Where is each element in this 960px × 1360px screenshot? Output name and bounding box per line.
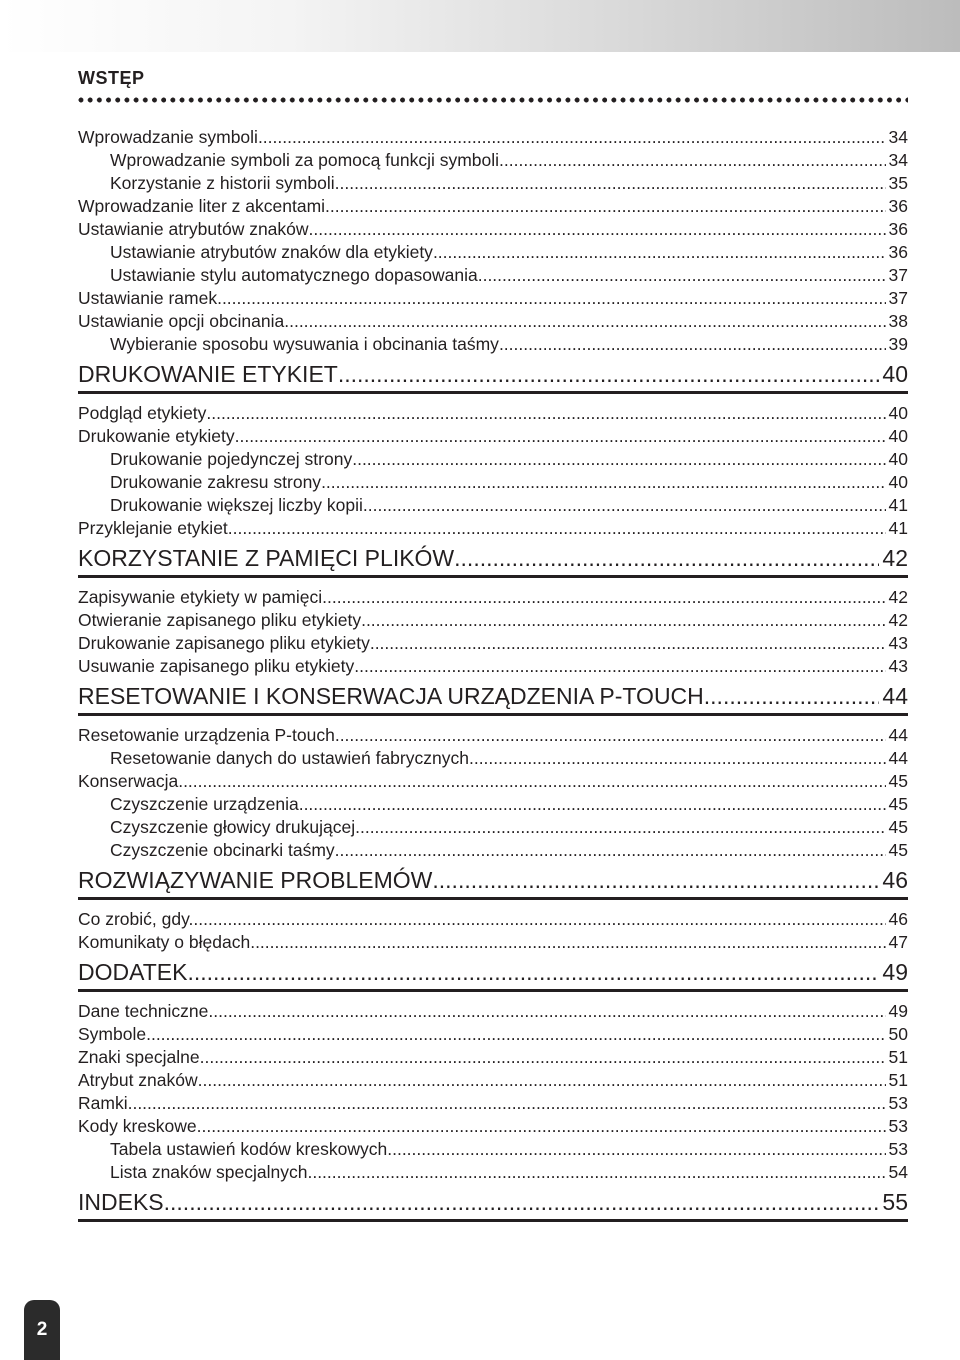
- dot-leader: [203, 908, 885, 931]
- toc-entry[interactable]: [78, 632, 908, 655]
- dot-leader: [206, 402, 885, 425]
- chapter-heading[interactable]: [78, 957, 908, 987]
- chapter-block: [78, 543, 908, 678]
- chapter-heading[interactable]: [78, 1187, 908, 1217]
- dot-leader: [321, 471, 885, 494]
- chapter-title: DODATEK: [78, 959, 188, 985]
- chapter-title: ROZWIĄZYWANIE PROBLEMÓW: [78, 867, 433, 893]
- dot-leader: [200, 1046, 886, 1069]
- entry-title: Znaki specjalne: [78, 1047, 200, 1067]
- entry-title: Tabela ustawień kodów kreskowych: [110, 1139, 388, 1159]
- toc-entry[interactable]: [78, 793, 908, 816]
- dot-leader: [325, 195, 885, 218]
- entry-title: Czyszczenie obcinarki taśmy: [110, 840, 335, 860]
- chapter-rule: [78, 575, 908, 578]
- dot-leader: [128, 1092, 886, 1115]
- toc-entry[interactable]: [78, 1000, 908, 1023]
- intro-section-title: WSTĘP: [78, 68, 145, 88]
- toc-entry[interactable]: [78, 310, 908, 333]
- dot-leader: [284, 310, 885, 333]
- dot-leader: [370, 632, 886, 655]
- dot-leader: [250, 931, 885, 954]
- chapter-block: [78, 1187, 908, 1222]
- toc-entry[interactable]: [78, 1023, 908, 1046]
- page-ref: 46: [888, 909, 908, 929]
- entry-title: Ustawianie stylu automatycznego dopasowania: [110, 265, 478, 285]
- dot-leader: [355, 816, 885, 839]
- dot-leader: [363, 494, 886, 517]
- page-number: 2: [36, 1319, 48, 1340]
- dot-leader: [146, 1023, 885, 1046]
- entry-title: Konserwacja: [78, 771, 179, 791]
- entry-title: Wprowadzanie liter z akcentami: [78, 196, 326, 216]
- page-ref: 37: [888, 265, 908, 285]
- table-of-contents: [78, 66, 908, 1230]
- toc-entry[interactable]: [78, 1092, 908, 1115]
- page-ref: 46: [882, 867, 908, 893]
- page-ref: 45: [888, 794, 908, 814]
- page-number-tab: [24, 1300, 60, 1360]
- entry-title: Wprowadzanie symboli za pomocą funkcji symboli: [110, 150, 500, 170]
- entry-title: Lista znaków specjalnych: [110, 1162, 308, 1182]
- chapter-rule: [78, 1219, 908, 1222]
- toc-entry[interactable]: [78, 517, 908, 540]
- page-ref: 45: [888, 817, 908, 837]
- page-ref: 55: [882, 1189, 908, 1215]
- chapter-rule: [78, 989, 908, 992]
- page-ref: 54: [888, 1162, 908, 1182]
- chapter-block: [78, 359, 908, 540]
- page-ref: 43: [888, 633, 908, 653]
- page-ref: 39: [888, 334, 908, 354]
- toc-entry[interactable]: [78, 149, 908, 172]
- toc-entry[interactable]: [78, 126, 908, 149]
- toc-entry[interactable]: [78, 609, 908, 632]
- entry-title: Drukowanie pojedynczej strony: [110, 449, 353, 469]
- toc-entry[interactable]: [78, 724, 908, 747]
- toc-entry[interactable]: [78, 1046, 908, 1069]
- entry-title: Ustawianie atrybutów znaków: [78, 219, 309, 239]
- toc-entry[interactable]: [78, 1138, 908, 1161]
- dot-leader: [499, 333, 886, 356]
- toc-entry[interactable]: [78, 287, 908, 310]
- page-ref: 53: [888, 1116, 908, 1136]
- toc-entry[interactable]: [78, 448, 908, 471]
- page-ref: 50: [888, 1024, 908, 1044]
- dot-leader: [197, 1115, 886, 1138]
- dot-leader: [387, 1138, 885, 1161]
- dot-leader: [704, 681, 880, 711]
- entry-title: Drukowanie zapisanego pliku etykiety: [78, 633, 370, 653]
- page-ref: 43: [888, 656, 908, 676]
- toc-entry[interactable]: [78, 218, 908, 241]
- page-ref: 44: [882, 683, 908, 709]
- entry-title: Drukowanie zakresu strony: [110, 472, 322, 492]
- page-ref: 45: [888, 840, 908, 860]
- entry-title: Ramki: [78, 1093, 128, 1113]
- entry-title: Korzystanie z historii symboli: [110, 173, 335, 193]
- toc-entry[interactable]: [78, 747, 908, 770]
- toc-entry[interactable]: [78, 241, 908, 264]
- toc-entry[interactable]: [78, 770, 908, 793]
- page-ref: 34: [888, 127, 908, 147]
- entry-title: Czyszczenie urządzenia: [110, 794, 299, 814]
- page-ref: 40: [888, 403, 908, 423]
- chapter-title: KORZYSTANIE Z PAMIĘCI PLIKÓW: [78, 545, 455, 571]
- page-ref: 36: [888, 219, 908, 239]
- chapter-heading[interactable]: [78, 543, 908, 573]
- dot-leader: [235, 425, 886, 448]
- dot-leader: [164, 1187, 880, 1217]
- entry-title: Wprowadzanie symboli: [78, 127, 258, 147]
- page-ref: 37: [888, 288, 908, 308]
- chapter-title: INDEKS: [78, 1189, 164, 1215]
- dot-leader: [299, 793, 886, 816]
- toc-entry[interactable]: [78, 333, 908, 356]
- toc-entry[interactable]: [78, 425, 908, 448]
- toc-entry[interactable]: [78, 1115, 908, 1138]
- entry-title: Resetowanie danych do ustawień fabrycznych: [110, 748, 469, 768]
- page-ref: 40: [888, 472, 908, 492]
- entry-title: Zapisywanie etykiety w pamięci: [78, 587, 323, 607]
- entry-title: Co zrobić, gdy...: [78, 909, 204, 929]
- dotted-divider: [78, 97, 908, 103]
- toc-entry[interactable]: [78, 264, 908, 287]
- toc-entry[interactable]: [78, 195, 908, 218]
- page-ref: 40: [888, 449, 908, 469]
- dot-leader: [478, 264, 886, 287]
- entry-title: Ustawianie ramek: [78, 288, 218, 308]
- page-ref: 49: [882, 959, 908, 985]
- entry-title: Resetowanie urządzenia P-touch: [78, 725, 335, 745]
- toc-entry[interactable]: [78, 839, 908, 862]
- chapter-heading[interactable]: [78, 865, 908, 895]
- page-ref: 36: [888, 242, 908, 262]
- dot-leader: [309, 218, 886, 241]
- dot-leader: [335, 724, 886, 747]
- entry-title: Otwieranie zapisanego pliku etykiety: [78, 610, 362, 630]
- chapter-block: [78, 681, 908, 862]
- dot-leader: [187, 957, 879, 987]
- toc-entry[interactable]: [78, 1161, 908, 1184]
- toc-entry[interactable]: [78, 655, 908, 678]
- page-ref: 41: [888, 518, 908, 538]
- dot-leader: [454, 543, 879, 573]
- page-ref: 45: [888, 771, 908, 791]
- dot-leader: [335, 172, 886, 195]
- page-ref: 47: [888, 932, 908, 952]
- toc-entry[interactable]: [78, 931, 908, 954]
- dot-leader: [433, 241, 886, 264]
- page-ref: 36: [888, 196, 908, 216]
- entry-title: Ustawianie atrybutów znaków dla etykiety: [110, 242, 433, 262]
- dot-leader: [178, 770, 885, 793]
- entry-title: Kody kreskowe: [78, 1116, 197, 1136]
- page-ref: 49: [888, 1001, 908, 1021]
- toc-entry[interactable]: [78, 1069, 908, 1092]
- entry-title: Czyszczenie głowicy drukującej: [110, 817, 356, 837]
- toc-entry[interactable]: [78, 816, 908, 839]
- dot-leader: [354, 655, 885, 678]
- entry-title: Usuwanie zapisanego pliku etykiety: [78, 656, 355, 676]
- chapter-block: [78, 865, 908, 954]
- entry-title: Przyklejanie etykiet: [78, 518, 228, 538]
- chapter-title: RESETOWANIE I KONSERWACJA URZĄDZENIA P-TOUCH: [78, 683, 704, 709]
- dot-leader: [217, 287, 885, 310]
- dot-leader: [432, 865, 879, 895]
- page-ref: 42: [882, 545, 908, 571]
- dot-leader: [361, 609, 885, 632]
- toc-entry[interactable]: [78, 471, 908, 494]
- dot-leader: [322, 586, 885, 609]
- chapter-heading[interactable]: [78, 359, 908, 389]
- dot-leader: [335, 839, 886, 862]
- dot-leader: [307, 1161, 885, 1184]
- entry-title: Symbole: [78, 1024, 147, 1044]
- page-ref: 35: [888, 173, 908, 193]
- page-ref: 53: [888, 1139, 908, 1159]
- entry-title: Drukowanie etykiety: [78, 426, 235, 446]
- chapter-rule: [78, 897, 908, 900]
- page-ref: 44: [888, 725, 908, 745]
- toc-entry[interactable]: [78, 172, 908, 195]
- toc-body: [78, 126, 908, 1222]
- toc-entry[interactable]: [78, 402, 908, 425]
- chapter-block: [78, 957, 908, 1184]
- page-ref: 40: [888, 426, 908, 446]
- page-ref: 42: [888, 587, 908, 607]
- page-ref: 34: [888, 150, 908, 170]
- page-ref: 53: [888, 1093, 908, 1113]
- page-ref: 38: [888, 311, 908, 331]
- page-ref: 51: [888, 1070, 908, 1090]
- toc-entry[interactable]: [78, 494, 908, 517]
- toc-entry[interactable]: [78, 586, 908, 609]
- entry-title: Wybieranie sposobu wysuwania i obcinania taśmy: [110, 334, 499, 354]
- header-gradient-band: [0, 0, 960, 52]
- toc-entry[interactable]: [78, 908, 908, 931]
- entry-title: Drukowanie większej liczby kopii: [110, 495, 363, 515]
- page-ref: 51: [888, 1047, 908, 1067]
- dot-leader: [208, 1000, 885, 1023]
- chapter-title: DRUKOWANIE ETYKIET: [78, 361, 338, 387]
- page-ref: 44: [888, 748, 908, 768]
- chapter-heading[interactable]: [78, 681, 908, 711]
- dot-leader: [469, 747, 886, 770]
- dot-leader: [198, 1069, 886, 1092]
- dot-leader: [499, 149, 885, 172]
- entry-title: Komunikaty o błędach: [78, 932, 251, 952]
- dot-leader: [228, 517, 886, 540]
- entry-title: Podgląd etykiety: [78, 403, 207, 423]
- entry-title: Atrybut znaków: [78, 1070, 198, 1090]
- page-ref: 41: [888, 495, 908, 515]
- chapter-rule: [78, 713, 908, 716]
- chapter-rule: [78, 391, 908, 394]
- page-ref: 40: [882, 361, 908, 387]
- dot-leader: [352, 448, 885, 471]
- dot-leader: [258, 126, 886, 149]
- dot-leader: [338, 359, 880, 389]
- entry-title: Ustawianie opcji obcinania: [78, 311, 285, 331]
- page-ref: 42: [888, 610, 908, 630]
- entry-title: Dane techniczne: [78, 1001, 209, 1021]
